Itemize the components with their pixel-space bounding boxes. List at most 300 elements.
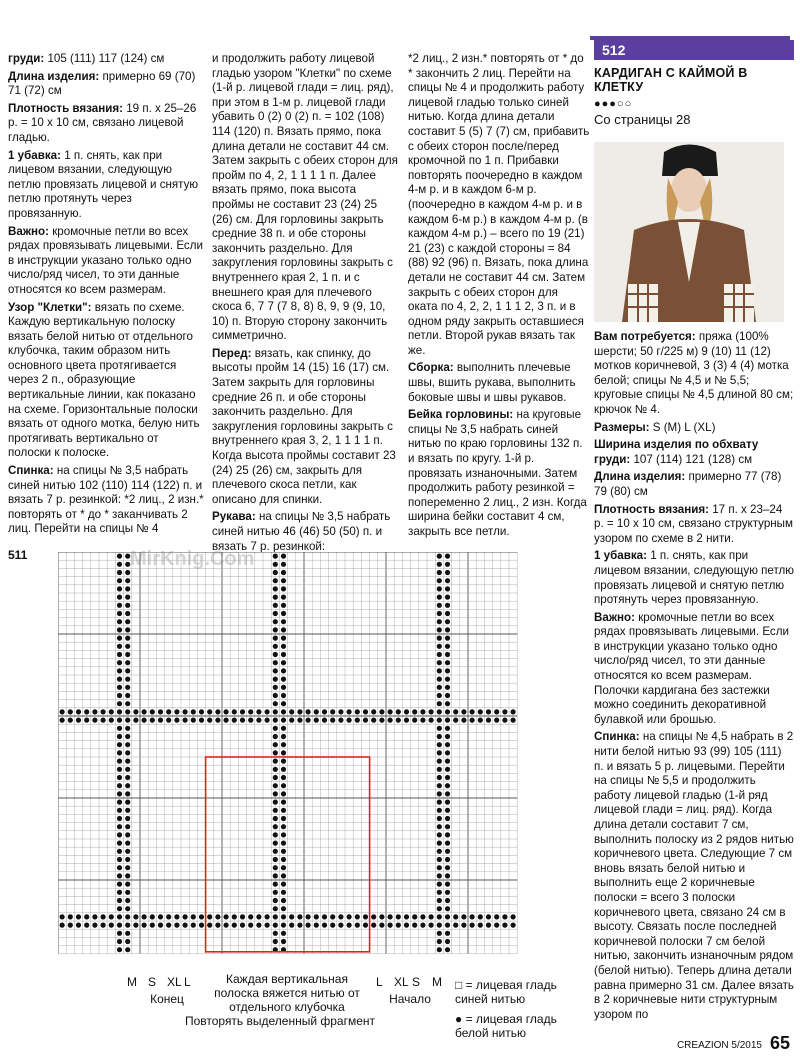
stitch-dot [117, 709, 122, 714]
stitch-dot [281, 767, 286, 772]
stitch-dot [330, 709, 335, 714]
stitch-dot [125, 914, 130, 919]
stitch-dot [437, 890, 442, 895]
stitch-dot [281, 619, 286, 624]
stitch-dot [273, 832, 278, 837]
repeat-note: Повторять выделенный фрагмент [184, 1014, 376, 1028]
stitch-dot [232, 914, 237, 919]
stitch-dot [371, 718, 376, 723]
text-column-3 [408, 52, 590, 543]
stitch-dot [437, 947, 442, 952]
stitch-dot [437, 775, 442, 780]
stitch-dot [437, 931, 442, 936]
stitch-dot [68, 709, 73, 714]
paragraph-heading: Плотность вязания: [594, 502, 709, 516]
stitch-dot [224, 914, 229, 919]
stitch-dot [117, 595, 122, 600]
stitch-dot [273, 816, 278, 821]
stitch-dot [117, 857, 122, 862]
stitch-dot [486, 914, 491, 919]
stitch-dot [117, 668, 122, 673]
stitch-dot [273, 914, 278, 919]
stitch-dot [486, 923, 491, 928]
legend-item-blue [455, 978, 585, 1006]
paragraph-heading: Вам потребуется: [594, 330, 696, 343]
stitch-dot [281, 627, 286, 632]
stitch-dot [117, 865, 122, 870]
stitch-dot [297, 914, 302, 919]
stitch-dot [445, 939, 450, 944]
stitch-dot [125, 791, 130, 796]
stitch-dot [281, 849, 286, 854]
stitch-dot [445, 660, 450, 665]
stitch-dot [396, 914, 401, 919]
stitch-dot [273, 611, 278, 616]
stitch-dot [281, 914, 286, 919]
stitch-dot [125, 693, 130, 698]
paragraph-text: примерно 69 (70) 71 (72) см [8, 69, 196, 98]
paragraph-heading: Спинка: [594, 730, 640, 744]
start-label: Начало [389, 992, 431, 1006]
stitch-dot [412, 709, 417, 714]
stitch-dot [445, 709, 450, 714]
stitch-dot [248, 709, 253, 714]
stitch-dot [174, 718, 179, 723]
stitch-dot [437, 627, 442, 632]
stitch-dot [363, 914, 368, 919]
stitch-dot [297, 718, 302, 723]
stitch-dot [240, 923, 245, 928]
difficulty-rating: ●●●○○ [594, 98, 633, 110]
stitch-dot [125, 701, 130, 706]
stitch-dot [125, 677, 130, 682]
stitch-dot [207, 718, 212, 723]
stitch-dot [445, 931, 450, 936]
stitch-dot [445, 611, 450, 616]
stitch-dot [486, 709, 491, 714]
stitch-dot [478, 718, 483, 723]
stitch-dot [470, 923, 475, 928]
model-photo [594, 142, 784, 322]
paragraph-heading: Бейка горловины: [408, 408, 514, 422]
stitch-dot [445, 832, 450, 837]
paragraph [408, 408, 590, 539]
stitch-dot [207, 923, 212, 928]
stitch-dot [306, 709, 311, 714]
stitch-dot [437, 685, 442, 690]
stitch-dot [273, 668, 278, 673]
stitch-dot [437, 644, 442, 649]
paragraph-text: и продолжить работу лицевой гладью узором "Клетки" по схеме (1-й р. лицевой глади = лиц. ряд), при этом в 1-м р. лицевой глади убавить 0 (2) 0 (2) п. = 102 (108) 114 (120) п. Вязать прямо, пока длина детали не составит 44 см. Затем закрыть с обеих сторон для пройм по 4, 2, 1 1 1 1 п. Далее вязать прямо, пока высота проймы не составит 23 (24) 25 (26) см. Для горловины закрыть средние 38 п. и обе стороны закончить раздельно. Для закругления горловины закрыть с внутреннего края 2, 1 п. и с внешнего края для плечевого скоса 6, 7 7 (7 8, 8) 8, 9, 9 (9, 10, 10) п. Вторую сторону закончить симметрично. [212, 52, 398, 343]
stitch-dot [437, 759, 442, 764]
paragraph [212, 347, 400, 508]
paragraph-text: выполнить плечевые швы, вшить рукава, выполнить боковые швы и швы рукавов. [408, 361, 576, 404]
stitch-dot [273, 759, 278, 764]
stitch-dot [150, 914, 155, 919]
stitch-dot [281, 668, 286, 673]
stitch-dot [338, 718, 343, 723]
stitch-dot [420, 923, 425, 928]
stitch-dot [445, 701, 450, 706]
stitch-dot [125, 750, 130, 755]
stitch-dot [117, 906, 122, 911]
stitch-dot [273, 857, 278, 862]
stitch-dot [117, 644, 122, 649]
paragraph [8, 225, 204, 298]
stitch-dot [388, 914, 393, 919]
stitch-dot [273, 677, 278, 682]
stitch-dot [117, 873, 122, 878]
paragraph [594, 549, 794, 607]
stitch-dot [306, 718, 311, 723]
stitch-dot [125, 562, 130, 567]
paragraph-text: 19 п. x 25–26 р. = 10 x 10 см, связано лицевой гладью. [8, 101, 197, 144]
stitch-dot [125, 775, 130, 780]
stitch-dot [117, 693, 122, 698]
stitch-dot [470, 718, 475, 723]
stitch-dot [125, 627, 130, 632]
stitch-dot [306, 923, 311, 928]
stitch-dot [125, 898, 130, 903]
stitch-dot [437, 906, 442, 911]
stitch-dot [347, 709, 352, 714]
filled-dot-icon: ● [455, 1012, 463, 1026]
stitch-dot [379, 923, 384, 928]
stitch-dot [207, 914, 212, 919]
stitch-dot [117, 775, 122, 780]
stitch-dot [183, 709, 188, 714]
stitch-dot [445, 726, 450, 731]
stitch-dot [494, 923, 499, 928]
stitch-dot [117, 701, 122, 706]
stitch-dot [273, 882, 278, 887]
stitch-dot [273, 783, 278, 788]
stitch-dot [281, 939, 286, 944]
stitch-dot [117, 767, 122, 772]
stitch-dot [461, 923, 466, 928]
stitch-dot [445, 750, 450, 755]
stitch-dot [502, 914, 507, 919]
stitch-dot [338, 914, 343, 919]
stitch-dot [429, 718, 434, 723]
stitch-dot [256, 914, 261, 919]
paragraph-text: кромочные петли во всех рядах провязывать лицевыми. Если в инструкции указано только одно число/ряд чисел, то эти данные относятся ко всем размерам. [8, 224, 203, 296]
stitch-dot [117, 841, 122, 846]
stitch-dot [445, 767, 450, 772]
stitch-dot [281, 709, 286, 714]
stitch-dot [453, 923, 458, 928]
stitch-dot [363, 923, 368, 928]
stitch-dot [117, 750, 122, 755]
stitch-dot [420, 914, 425, 919]
stitch-dot [297, 709, 302, 714]
stitch-dot [445, 783, 450, 788]
stitch-dot [429, 923, 434, 928]
stitch-dot [117, 611, 122, 616]
stitch-dot [125, 906, 130, 911]
stitch-dot [281, 931, 286, 936]
stitch-dot [273, 939, 278, 944]
stitch-dot [117, 800, 122, 805]
stitch-dot [437, 652, 442, 657]
paragraph-text: 1 п. снять, как при лицевом вязании, следующую петлю провязать лицевой и снятую петлю протянуть через провязанную. [8, 148, 199, 220]
stitch-dot [125, 849, 130, 854]
stitch-dot [273, 906, 278, 911]
stitch-dot [437, 668, 442, 673]
paragraph-text: на спицы № 4,5 набрать в 2 нити белой нитью 93 (99) 105 (111) п. и вязать 5 р. лицевыми. Перейти на спицы № 5,5 и продолжить работу лицевой гладью (1-й ряд лицевой глади = лиц. ряд). Когда длина детали составит 7 см, выполнить полоску из 2 рядов нитью коричневого цвета. Следующие 7 см вновь вязать белой нитью и выполнить еще 2 коричневые полоски = всего 3 полоски коричневого цвета, связано 24 см в высоту. Связать после последней коричневой полоски 7 см белой нитью, закончить изнаночным рядом (белой нитью). Теперь длина детали равна примерно 31 см. Далее вязать в 2 коричневые нити структурным узором по [594, 730, 794, 1021]
stitch-dot [150, 923, 155, 928]
stitch-dot [248, 914, 253, 919]
stitch-dot [117, 718, 122, 723]
stitch-dot [445, 562, 450, 567]
stitch-dot [125, 808, 130, 813]
stitch-dot [379, 709, 384, 714]
stitch-dot [445, 742, 450, 747]
stitch-dot [281, 677, 286, 682]
stitch-dot [461, 709, 466, 714]
stitch-dot [445, 947, 450, 952]
stitch-dot [117, 890, 122, 895]
paragraph-text: кромочные петли во всех рядах провязывать лицевыми. Если в инструкции указано только одно число/ряд чисел, то эти данные относятся ко всем размерам. Полочки кардигана без застежки можно соединить декоративной булавкой или брошью. [594, 610, 789, 726]
paragraph [594, 470, 794, 499]
stitch-dot [158, 914, 163, 919]
stitch-dot [445, 914, 450, 919]
stitch-dot [437, 923, 442, 928]
stitch-dot [125, 890, 130, 895]
stitch-dot [273, 562, 278, 567]
stitch-dot [281, 898, 286, 903]
pattern-header [594, 40, 794, 127]
stitch-dot [363, 709, 368, 714]
stitch-dot [76, 914, 81, 919]
paragraph-heading: Длина изделия: [594, 470, 686, 484]
stitch-dot [437, 636, 442, 641]
stitch-dot [166, 718, 171, 723]
stitch-dot [92, 914, 97, 919]
paragraph-heading: груди: [8, 52, 45, 65]
stitch-dot [92, 709, 97, 714]
stitch-dot [125, 685, 130, 690]
stitch-dot [289, 923, 294, 928]
paragraph-text: вязать, как спинку, до высоты пройм 14 (15) 16 (17) см. Затем закрыть для горловины средние 26 п. и обе стороны закончить раздельно. Для закругления горловины закрыть с внутреннего края 3, 2, 1 1 1 1 п. Когда высота проймы составит 23 (24) 25 (26) см, закрыть для плечевого скоса петли, как описано для спинки. [212, 346, 396, 506]
stitch-dot [281, 586, 286, 591]
stitch-dot [215, 914, 220, 919]
stitch-dot [502, 709, 507, 714]
stitch-dot [445, 586, 450, 591]
stitch-dot [273, 693, 278, 698]
stitch-dot [76, 718, 81, 723]
stitch-dot [289, 914, 294, 919]
stitch-dot [101, 914, 106, 919]
stitch-dot [437, 734, 442, 739]
stitch-dot [174, 923, 179, 928]
stitch-dot [273, 578, 278, 583]
stitch-dot [470, 914, 475, 919]
stitch-dot [117, 947, 122, 952]
stitch-dot [273, 808, 278, 813]
stitch-dot [297, 923, 302, 928]
stitch-dot [281, 701, 286, 706]
stitch-dot [396, 718, 401, 723]
stitch-dot [445, 570, 450, 575]
chart-note: Каждая вертикальная полоска вяжется нитью от отдельного клубочка [214, 972, 360, 1014]
stitch-dot [273, 742, 278, 747]
stitch-dot [330, 914, 335, 919]
stitch-dot [338, 709, 343, 714]
stitch-dot [150, 709, 155, 714]
stitch-dot [273, 791, 278, 796]
paragraph-heading: Важно: [594, 610, 635, 624]
stitch-dot [281, 873, 286, 878]
stitch-dot [355, 923, 360, 928]
stitch-dot [281, 759, 286, 764]
paragraph [8, 70, 204, 99]
stitch-dot [125, 816, 130, 821]
paragraph-heading: Перед: [212, 346, 252, 360]
size-marker: S [148, 975, 157, 989]
stitch-dot [445, 603, 450, 608]
stitch-dot [68, 718, 73, 723]
stitch-dot [437, 595, 442, 600]
stitch-dot [256, 709, 261, 714]
stitch-dot [461, 914, 466, 919]
stitch-dot [117, 742, 122, 747]
stitch-dot [273, 619, 278, 624]
stitch-dot [125, 947, 130, 952]
stitch-dot [84, 923, 89, 928]
paragraph-text: примерно 77 (78) 79 (80) см [594, 470, 782, 498]
stitch-dot [273, 800, 278, 805]
stitch-dot [273, 849, 278, 854]
stitch-dot [281, 644, 286, 649]
stitch-dot [117, 619, 122, 624]
stitch-dot [84, 709, 89, 714]
stitch-dot [347, 914, 352, 919]
stitch-dot [437, 783, 442, 788]
stitch-dot [125, 734, 130, 739]
stitch-dot [117, 554, 122, 559]
stitch-dot [273, 660, 278, 665]
paragraph [594, 421, 794, 436]
stitch-dot [478, 709, 483, 714]
stitch-dot [363, 718, 368, 723]
stitch-dot [125, 586, 130, 591]
legend [455, 978, 585, 1040]
stitch-dot [142, 709, 147, 714]
stitch-dot [256, 923, 261, 928]
stitch-dot [125, 726, 130, 731]
size-marker: M [127, 975, 137, 989]
stitch-dot [125, 824, 130, 829]
stitch-dot [273, 923, 278, 928]
watermark: MirKnig.Com [130, 548, 255, 570]
stitch-dot [281, 816, 286, 821]
stitch-dot [437, 914, 442, 919]
stitch-dot [445, 734, 450, 739]
paragraph-heading: Плотность вязания: [8, 101, 123, 115]
chart-number: 511 [8, 548, 28, 562]
size-marker: L [184, 975, 191, 989]
stitch-dot [117, 783, 122, 788]
knitting-chart [58, 552, 520, 958]
stitch-dot [437, 660, 442, 665]
stitch-dot [281, 906, 286, 911]
stitch-dot [273, 750, 278, 755]
stitch-dot [437, 849, 442, 854]
stitch-dot [453, 709, 458, 714]
stitch-dot [224, 709, 229, 714]
stitch-dot [125, 619, 130, 624]
stitch-dot [437, 570, 442, 575]
stitch-dot [445, 775, 450, 780]
stitch-dot [437, 693, 442, 698]
stitch-dot [420, 709, 425, 714]
stitch-dot [117, 677, 122, 682]
stitch-dot [117, 627, 122, 632]
stitch-dot [273, 570, 278, 575]
stitch-dot [273, 554, 278, 559]
paragraph-text: 107 (114) 121 (128) см [630, 452, 753, 466]
stitch-dot [125, 923, 130, 928]
stitch-dot [265, 709, 270, 714]
stitch-dot [117, 562, 122, 567]
stitch-dot [396, 709, 401, 714]
stitch-dot [133, 923, 138, 928]
stitch-dot [445, 652, 450, 657]
stitch-dot [109, 923, 114, 928]
stitch-dot [281, 808, 286, 813]
stitch-dot [166, 914, 171, 919]
stitch-dot [125, 611, 130, 616]
stitch-dot [125, 882, 130, 887]
stitch-dot [437, 767, 442, 772]
stitch-dot [133, 718, 138, 723]
stitch-dot [76, 709, 81, 714]
stitch-dot [437, 701, 442, 706]
paragraph [594, 330, 794, 418]
stitch-dot [117, 726, 122, 731]
stitch-dot [445, 578, 450, 583]
pattern-title: КАРДИГАН С КАЙМОЙ В КЛЕТКУ [594, 66, 748, 94]
legend-item-white [455, 1012, 585, 1040]
stitch-dot [461, 718, 466, 723]
stitch-dot [494, 718, 499, 723]
stitch-dot [355, 709, 360, 714]
paragraph [8, 301, 204, 462]
stitch-dot [322, 923, 327, 928]
stitch-dot [273, 824, 278, 829]
stitch-dot [453, 914, 458, 919]
stitch-dot [445, 865, 450, 870]
paragraph [408, 361, 590, 405]
stitch-dot [420, 718, 425, 723]
stitch-dot [142, 718, 147, 723]
stitch-dot [478, 923, 483, 928]
stitch-dot [109, 914, 114, 919]
paragraph-heading: 1 убавка: [8, 148, 61, 162]
stitch-dot [289, 709, 294, 714]
stitch-dot [109, 718, 114, 723]
stitch-dot [273, 595, 278, 600]
stitch-dot [437, 808, 442, 813]
stitch-dot [125, 595, 130, 600]
stitch-dot [445, 627, 450, 632]
stitch-dot [60, 709, 65, 714]
stitch-dot [494, 914, 499, 919]
paragraph-heading: Ширина изделия по обхвату груди: [594, 438, 759, 466]
stitch-dot [76, 923, 81, 928]
stitch-dot [207, 709, 212, 714]
